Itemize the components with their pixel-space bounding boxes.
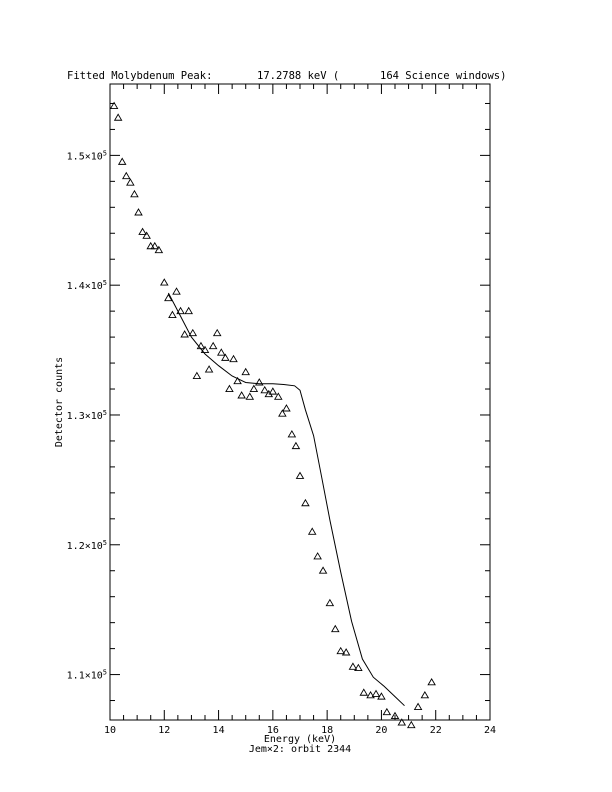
data-point: [332, 626, 339, 632]
data-point: [283, 405, 290, 411]
x-axis-label: Energy (keV): [263, 734, 337, 745]
data-point: [230, 356, 237, 362]
data-point: [288, 431, 295, 437]
data-point: [302, 500, 309, 506]
data-point: [143, 232, 150, 238]
x-tick-label: 20: [375, 725, 388, 736]
data-point: [206, 366, 213, 372]
x-tick-label: 22: [429, 725, 442, 736]
data-point: [185, 308, 192, 314]
data-point: [261, 387, 268, 393]
x-tick-label: 12: [158, 725, 171, 736]
data-point: [297, 472, 304, 478]
axis-ticks: [110, 84, 490, 720]
data-point: [326, 600, 333, 606]
data-point: [242, 369, 249, 375]
y-axis-label: Detector counts: [54, 356, 65, 448]
data-point: [383, 709, 390, 715]
data-point: [218, 349, 225, 355]
data-point: [161, 279, 168, 285]
data-point: [360, 689, 367, 695]
data-point: [373, 691, 380, 697]
data-point: [123, 173, 130, 179]
data-point: [193, 373, 200, 379]
chart-title-energy: 17.2788 keV (: [257, 70, 340, 82]
data-point: [173, 288, 180, 294]
data-point: [155, 247, 162, 253]
data-point: [210, 343, 217, 349]
y-tick-label: $1.1\times 10^5$: [66, 668, 107, 682]
data-point: [127, 179, 134, 185]
y-tick-label: $1.3\times 10^5$: [66, 408, 107, 422]
data-point: [169, 312, 176, 318]
plot-frame: [110, 84, 490, 720]
x-tick-label: 10: [103, 725, 117, 736]
data-point: [135, 209, 142, 215]
data-point: [131, 191, 138, 197]
data-points: [111, 103, 436, 728]
data-point: [415, 704, 422, 710]
data-point: [314, 553, 321, 559]
data-point: [337, 648, 344, 654]
data-point: [119, 158, 126, 164]
data-point: [428, 679, 435, 685]
x-tick-label: 24: [483, 725, 497, 736]
subtitle: Jem×2: orbit 2344: [248, 744, 352, 755]
data-point: [408, 722, 415, 728]
data-point: [115, 114, 122, 120]
y-tick-label: $1.2\times 10^5$: [66, 538, 107, 552]
data-point: [139, 228, 146, 234]
x-tick-label: 18: [321, 725, 334, 736]
data-point: [421, 692, 428, 698]
data-point: [246, 393, 253, 399]
y-tick-label: $1.5\times 10^5$: [66, 149, 107, 163]
data-point: [320, 567, 327, 573]
data-point: [214, 330, 221, 336]
x-tick-label: 16: [266, 725, 279, 736]
data-point: [226, 386, 233, 392]
data-point: [292, 443, 299, 449]
data-point: [309, 528, 316, 534]
fit-curve: [168, 293, 404, 706]
data-point: [238, 392, 245, 398]
y-tick-labels: [67, 149, 107, 681]
chart-title-windows: 164 Science windows): [380, 70, 507, 82]
data-point: [250, 386, 257, 392]
x-tick-label: 14: [212, 725, 225, 736]
data-point: [349, 663, 356, 669]
chart-title-label: Fitted Molybdenum Peak:: [67, 70, 213, 82]
data-point: [181, 331, 188, 337]
y-tick-label: $1.4\times 10^5$: [66, 279, 107, 293]
